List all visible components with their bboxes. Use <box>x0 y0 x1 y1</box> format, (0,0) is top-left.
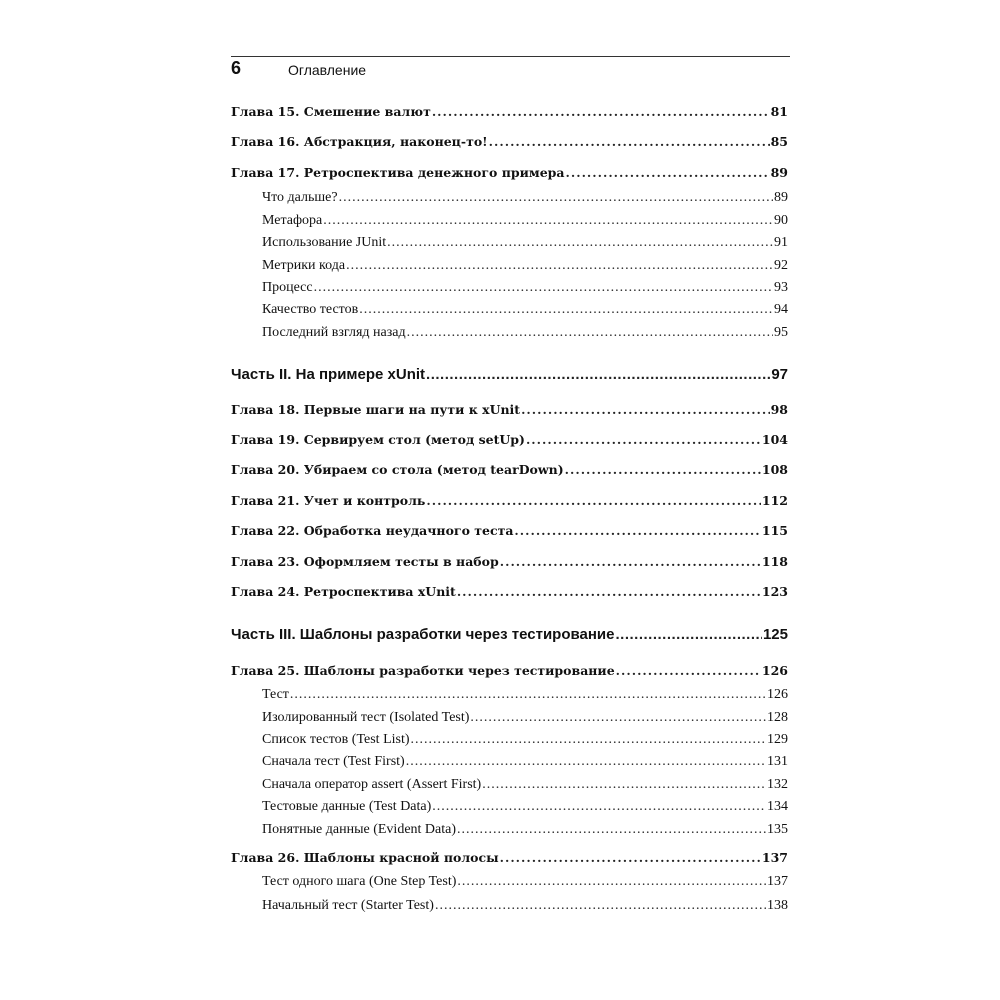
dot-leader <box>406 754 766 770</box>
toc-entry-page: 132 <box>767 777 788 792</box>
toc-entry-title: Изолированный тест (Isolated Test) <box>262 710 470 725</box>
dot-leader <box>432 104 770 119</box>
toc-entry-page: 81 <box>770 104 788 119</box>
toc-entry-title: Часть II. На примере xUnit <box>231 366 426 383</box>
toc-entry-title: Глава 22. Обработка неудачного теста <box>231 523 514 538</box>
page-number: 6 <box>231 58 242 78</box>
toc-entry-page: 126 <box>767 687 788 702</box>
toc-entry-title: Часть III. Шаблоны разработки через тестирование <box>231 626 615 643</box>
toc-entry-title: Глава 19. Сервируем стол (метод setUp) <box>231 432 525 447</box>
toc-entry-title: Понятные данные (Evident Data) <box>262 822 457 837</box>
toc-entry-title: Начальный тест (Starter Test) <box>262 898 434 913</box>
toc-entry-section <box>262 754 788 770</box>
toc-entry-page: 138 <box>767 898 788 913</box>
dot-leader <box>387 235 773 251</box>
toc-entry-page: 125 <box>762 626 788 643</box>
toc-entry-page: 90 <box>774 213 788 228</box>
toc-entry-section <box>262 874 788 890</box>
toc-entry-page: 89 <box>774 190 788 205</box>
dot-leader <box>426 493 761 508</box>
toc-entry-title: Метрики кода <box>262 258 346 273</box>
dot-leader <box>615 626 761 643</box>
toc-entry-page: 118 <box>761 554 788 569</box>
toc-entry-title: Использование JUnit <box>262 235 387 250</box>
toc-entry-part <box>231 626 788 643</box>
toc-entry-chapter <box>231 663 788 678</box>
toc-entry-page: 123 <box>761 584 788 599</box>
toc-entry-part <box>231 366 788 383</box>
toc-entry-section <box>262 235 788 251</box>
toc-entry-section <box>262 213 788 229</box>
toc-entry-title: Глава 24. Ретроспектива xUnit <box>231 584 456 599</box>
toc-entry-page: 91 <box>774 235 788 250</box>
toc-entry-page: 95 <box>774 325 788 340</box>
toc-entry-section <box>262 898 788 914</box>
toc-entry-page: 137 <box>767 874 788 889</box>
toc-entry-title: Тест одного шага (One Step Test) <box>262 874 457 889</box>
toc-entry-title: Метафора <box>262 213 323 228</box>
dot-leader <box>407 325 773 341</box>
toc-entry-title: Глава 15. Смешение валют <box>231 104 431 119</box>
toc-entry-title: Глава 23. Оформляем тесты в набор <box>231 554 499 569</box>
toc-entry-title: Последний взгляд назад <box>262 325 406 340</box>
toc-entry-page: 115 <box>761 523 788 538</box>
dot-leader <box>566 165 770 180</box>
toc-entry-title: Глава 17. Ретроспектива денежного примера <box>231 165 565 180</box>
toc-entry-title: Тестовые данные (Test Data) <box>262 799 432 814</box>
dot-leader <box>426 366 770 383</box>
toc-entry-page: 134 <box>767 799 788 814</box>
toc-entry-section <box>262 732 788 748</box>
toc-entry-title: Качество тестов <box>262 302 359 317</box>
toc-entry-title: Процесс <box>262 280 313 295</box>
dot-leader <box>339 190 773 206</box>
toc-entry-chapter <box>231 523 788 538</box>
toc-entry-section <box>262 777 788 793</box>
dot-leader <box>290 687 766 703</box>
dot-leader <box>500 850 761 865</box>
toc-entry-title: Список тестов (Test List) <box>262 732 410 747</box>
toc-entry-title: Тест <box>262 687 289 702</box>
dot-leader <box>482 777 766 793</box>
toc-entry-page: 112 <box>761 493 788 508</box>
header-rule <box>231 56 790 57</box>
toc-entry-title: Глава 20. Убираем со стола (метод tearDown) <box>231 462 564 477</box>
toc-entry-page: 135 <box>767 822 788 837</box>
toc-entry-page: 104 <box>761 432 788 447</box>
toc-entry-chapter <box>231 554 788 569</box>
dot-leader <box>514 523 760 538</box>
toc-entry-section <box>262 325 788 341</box>
toc-entry-section <box>262 258 788 274</box>
toc-entry-section <box>262 280 788 296</box>
dot-leader <box>616 663 761 678</box>
toc-entry-chapter <box>231 402 788 417</box>
toc-entry-page: 129 <box>767 732 788 747</box>
toc-entry-section <box>262 302 788 318</box>
toc-entry-page: 85 <box>770 134 788 149</box>
toc-entry-page: 126 <box>761 663 788 678</box>
dot-leader <box>457 874 766 890</box>
toc-entry-page: 92 <box>774 258 788 273</box>
toc-entry-page: 128 <box>767 710 788 725</box>
running-title: Оглавление <box>288 62 367 78</box>
toc-entry-page: 94 <box>774 302 788 317</box>
dot-leader <box>411 732 766 748</box>
toc-entry-chapter <box>231 134 788 149</box>
toc-entry-page: 131 <box>767 754 788 769</box>
toc-entry-section <box>262 687 788 703</box>
toc-entry-chapter <box>231 104 788 119</box>
toc-entry-section <box>262 710 788 726</box>
toc-entry-title: Глава 26. Шаблоны красной полосы <box>231 850 499 865</box>
toc-entry-title: Глава 16. Абстракция, наконец-то! <box>231 134 488 149</box>
dot-leader <box>500 554 761 569</box>
toc-entry-page: 89 <box>770 165 788 180</box>
toc-entry-page: 93 <box>774 280 788 295</box>
toc-entry-chapter <box>231 165 788 180</box>
dot-leader <box>457 822 766 838</box>
dot-leader <box>565 462 761 477</box>
toc-entry-page: 137 <box>761 850 788 865</box>
dot-leader <box>470 710 766 726</box>
toc-entry-page: 97 <box>771 366 788 383</box>
toc-entry-chapter <box>231 584 788 599</box>
dot-leader <box>457 584 761 599</box>
toc-entry-title: Глава 18. Первые шаги на пути к xUnit <box>231 402 521 417</box>
toc-entry-title: Глава 21. Учет и контроль <box>231 493 426 508</box>
toc-entry-chapter <box>231 850 788 865</box>
toc-entry-chapter <box>231 462 788 477</box>
toc-entry-page: 98 <box>770 402 788 417</box>
toc-entry-section <box>262 190 788 206</box>
dot-leader <box>435 898 766 914</box>
toc-entry-page: 108 <box>761 462 788 477</box>
dot-leader <box>521 402 770 417</box>
dot-leader <box>323 213 773 229</box>
toc-entry-chapter <box>231 432 788 447</box>
toc-entry-chapter <box>231 493 788 508</box>
toc-entry-title: Глава 25. Шаблоны разработки через тестирование <box>231 663 615 678</box>
toc-entry-section <box>262 799 788 815</box>
dot-leader <box>432 799 766 815</box>
dot-leader <box>489 134 770 149</box>
dot-leader <box>359 302 773 318</box>
dot-leader <box>346 258 773 274</box>
toc-entry-title: Сначала оператор assert (Assert First) <box>262 777 482 792</box>
dot-leader <box>314 280 773 296</box>
toc-entry-title: Что дальше? <box>262 190 338 205</box>
dot-leader <box>526 432 761 447</box>
toc-entry-title: Сначала тест (Test First) <box>262 754 405 769</box>
toc-entry-section <box>262 822 788 838</box>
